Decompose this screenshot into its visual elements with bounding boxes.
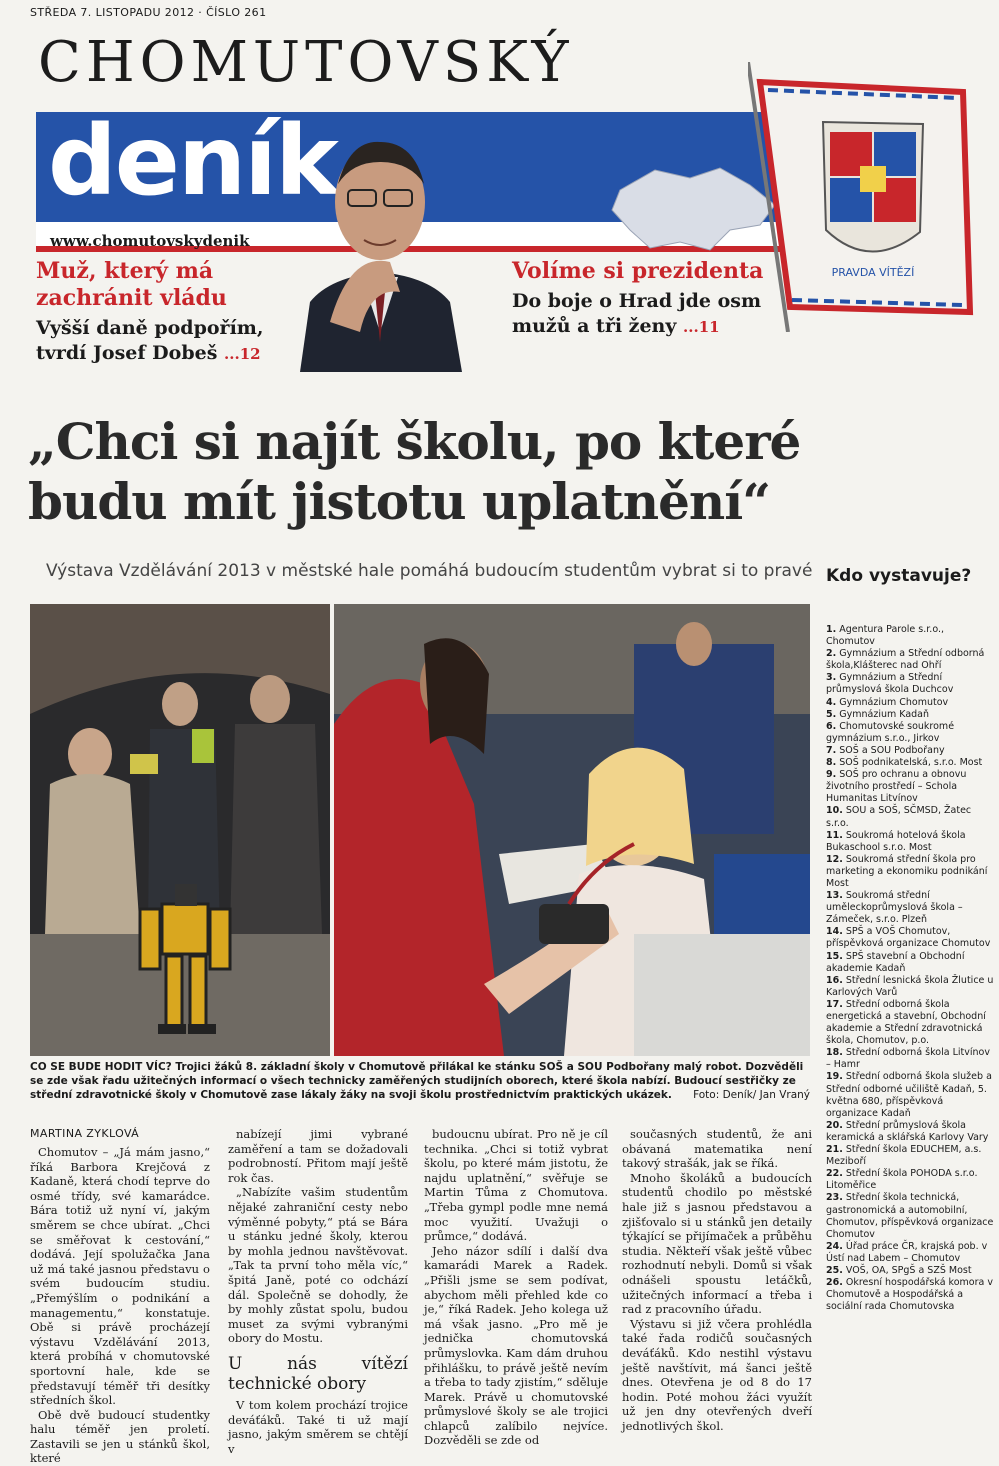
list-item: 15. SPŠ stavební a Obchodní akademie Kadaň: [826, 950, 965, 974]
list-item: 3. Gymnázium a Střední průmyslová škola Duchcov: [826, 672, 954, 696]
headline-line-2: budu mít jistotu uplatnění“: [28, 472, 771, 531]
list-item: 7. SOŠ a SOU Podbořany: [826, 744, 945, 756]
photo-credit: Foto: Deník/ Jan Vraný: [693, 1089, 810, 1101]
masthead-title: CHOMUTOVSKÝ: [38, 30, 574, 95]
list-item: 20. Střední průmyslová škola keramická a sklářská Karlovy Vary: [826, 1119, 989, 1143]
list-item: 12. Soukromá střední škola pro marketing a ekonomiku podnikání Most: [826, 853, 988, 889]
byline: MARTINA ZYKLOVÁ: [30, 1127, 140, 1140]
masthead-logo: deník: [48, 105, 337, 217]
list-item: 21. Střední škola EDUCHEM, a.s. Meziboří: [826, 1144, 982, 1168]
list-item: 4. Gymnázium Chomutov: [826, 696, 949, 708]
article-column-2: [228, 1127, 408, 1456]
teaser-left-sub: Vyšší daně podpořím, tvrdí Josef Dobeš: [36, 317, 264, 364]
teaser-right-headline[interactable]: Volíme si prezidenta: [512, 258, 764, 284]
list-item: 5. Gymnázium Kadaň: [826, 708, 930, 720]
photo-robot: [30, 604, 330, 1056]
paragraph: nabízejí jimi vybrané zaměření a tam se dožadovali podrobností. Přitom mají ještě rok čas.: [228, 1127, 408, 1185]
paragraph: Jeho názor sdílí i další dva kamarádi Marek a Radek. „Přišli jsme se sem podívat, abychom měli přehled kde co je,“ říká Radek. Jeho kolega už má však jasno. „Pro mě je jednička chomutovská průmyslovka. Kam dám druhou přihlášku, to právě ještě nevím a třeba to tady zjistím,“ sděluje Marek. Právě u chomutovské průmyslové školy se ale trojici chlapců zalíbilo nejvíce. Dozvěděli se zde od: [424, 1243, 608, 1448]
list-item: 13. Soukromá střední uměleckoprůmyslová škola – Zámeček, s.r.o. Plzeň: [826, 890, 963, 926]
list-item: 23. Střední škola technická, gastronomická a automobilní, Chomutov, příspěvková organizace Chomutov: [826, 1192, 994, 1240]
list-item: 24. Úřad práce ČR, krajská pob. v Ústí nad Labem – Chomutov: [826, 1240, 988, 1264]
caption-lead: CO SE BUDE HODIT VÍC?: [30, 1061, 172, 1073]
caption-text: Trojici žáků 8. základní školy v Chomutově přilákal ke stánku SOŠ a SOU Podbořany malý robot. Dozvěděli se zde však řadu užitečných informací o všech technicky zaměřených studijních oborech, které škola nabízí. Budoucí sestřičky ze střední zdravotnické školy v Chomutově zase lákaly žáky na svoji školu prostřednictvím praktických ukázek.: [30, 1061, 804, 1101]
list-item: 25. VOŠ, OA, SPgŠ a SZŠ Most: [826, 1264, 972, 1276]
teaser-right-page: ...11: [683, 318, 720, 336]
teaser-left-headline[interactable]: Muž, který má zachránit vládu: [36, 258, 227, 311]
list-item: 26. Okresní hospodářská komora v Chomutově a Hospodářská a sociální rada Chomutovska: [826, 1277, 993, 1313]
presidential-flag: [748, 62, 978, 332]
list-item: 9. SOŠ pro ochranu a obnovu životního prostředí – Schola Humanitas Litvínov: [826, 769, 967, 805]
photo-nurse-demo: [334, 604, 810, 1056]
paragraph: Mnoho školáků a budoucích studentů chodilo po městské hale již s jasnou představou a zjišťovalo si u stánků jen detaily týkající se přijímaček a průběhu studia. Někteří však ještě vůbec rozhodnutí nebyli. Domů si však odnášeli spoustu letáčků, užitečných informací a třeba i rad z pracovního úřadu.: [622, 1170, 812, 1317]
portrait-photo: [290, 92, 470, 372]
list-item: 1. Agentura Parole s.r.o., Chomutov: [826, 624, 944, 648]
paragraph: Chomutov – „Já mám jasno,“ říká Barbora Krejčová z Kadaně, která chodí teprve do osmé třídy, své kamarádce. Bára totiž už nyní ví, jakým směrem se chce ubírat. „Chci se směřovat k cestování,“ dodává. Její spolužačka Jana už má také jasnou představu o svém budoucím studiu. „Přemýšlím o podnikání a managementu,“ konstatuje. Obě si právě procházejí výstavu Vzdělávání 2013, která probíhá v chomutovské sportovní hale, kde se představují téměř tři desítky středních škol.: [30, 1145, 210, 1408]
paragraph: „Nabízíte vašim studentům nějaké zahraniční cesty nebo výměnné pobyty,“ ptá se Bára u stánku jedné školy, kterou by mohla jednou navštěvovat. „Tak ta první toho měla víc,“ špitá Janě, poté co odchází dál. Společně se dohodly, že by mohly zůstat spolu, budou muset za svými vybranými obory do Mostu.: [228, 1185, 408, 1346]
paragraph: V tom kolem prochází trojice deváťáků. Také ti už mají jasno, jakým směrem se chtějí v: [228, 1397, 408, 1456]
photo-caption: [30, 1060, 810, 1102]
teaser-left[interactable]: [36, 258, 286, 367]
paragraph: Obě dvě budoucí studentky halu téměř jen proletí. Zastavili se jen u stánků škol, které: [30, 1407, 210, 1466]
sidebar-title: Kdo vystavuje?: [826, 566, 972, 586]
teaser-left-page: ...12: [224, 345, 261, 363]
article-column-3: [424, 1127, 608, 1448]
teaser-right[interactable]: [512, 258, 782, 340]
list-item: 8. SOŠ podnikatelská, s.r.o. Most: [826, 757, 983, 769]
list-item: 14. SPŠ a VOŠ Chomutov, příspěvková organizace Chomutov: [826, 926, 991, 950]
website-url[interactable]: www.chomutovskydenik: [50, 232, 250, 250]
list-item: 2. Gymnázium a Střední odborná škola,Klášterec nad Ohří: [826, 648, 985, 672]
list-item: 16. Střední lesnická škola Žlutice u Karlových Varů: [826, 974, 994, 998]
list-item: 6. Chomutovské soukromé gymnázium s.r.o., Jirkov: [826, 720, 955, 744]
teaser-right-sub: Do boje o Hrad jde osm mužů a tři ženy: [512, 290, 762, 337]
exhibitor-list: [826, 624, 994, 1313]
article-column-1: [30, 1145, 210, 1466]
paragraph: Výstavu si již včera prohlédla také řada rodičů současných deváťáků. Kdo nestihl výstavu ještě navštívit, má šanci ještě dnes. Otevřena je od 8 do 17 hodin. Poté mohou žáci využít už jen dny otevřených dveří jednotlivých škol.: [622, 1316, 812, 1433]
dateline: STŘEDA 7. LISTOPADU 2012 · ČÍSLO 261: [30, 6, 267, 19]
list-item: 19. Střední odborná škola služeb a Střední odborné učiliště Kadaň, 5. května 680, příspěvková organizace Kadaň: [826, 1071, 992, 1119]
article-subheading: U nás vítězí technické obory: [228, 1353, 408, 1394]
article-column-4: [622, 1127, 812, 1433]
main-headline: [28, 412, 800, 532]
list-item: 18. Střední odborná škola Litvínov – Hamr: [826, 1047, 990, 1071]
headline-line-1: „Chci si najít školu, po které: [28, 412, 801, 471]
paragraph: současných studentů, že ani obávaná matematika není takový strašák, jak se říká.: [622, 1127, 812, 1171]
list-item: 22. Střední škola POHODA s.r.o. Litoměřice: [826, 1168, 978, 1192]
subheadline: Výstava Vzdělávání 2013 v městské hale pomáhá budoucím studentům vybrat si to pravé: [46, 561, 813, 581]
list-item: 10. SOU a SOŠ, SČMSD, Žatec s.r.o.: [826, 805, 972, 829]
list-item: 11. Soukromá hotelová škola Bukaschool s.r.o. Most: [826, 829, 966, 853]
paragraph: budoucnu ubírat. Pro ně je cíl technika. „Chci si totiž vybrat školu, po které mám jistotu, že najdu uplatnění,“ svěřuje se Martin Tůma z Chomutova. „Třeba gympl podle mne nemá moc využití. Uvažuji o průmce,“ dodává.: [424, 1127, 608, 1244]
flag-motto: PRAVDA VÍTĚZÍ: [831, 266, 915, 279]
list-item: 17. Střední odborná škola energetická a stavební, Obchodní akademie a Střední zdravotnická škola, Chomutov, p.o.: [826, 998, 986, 1047]
